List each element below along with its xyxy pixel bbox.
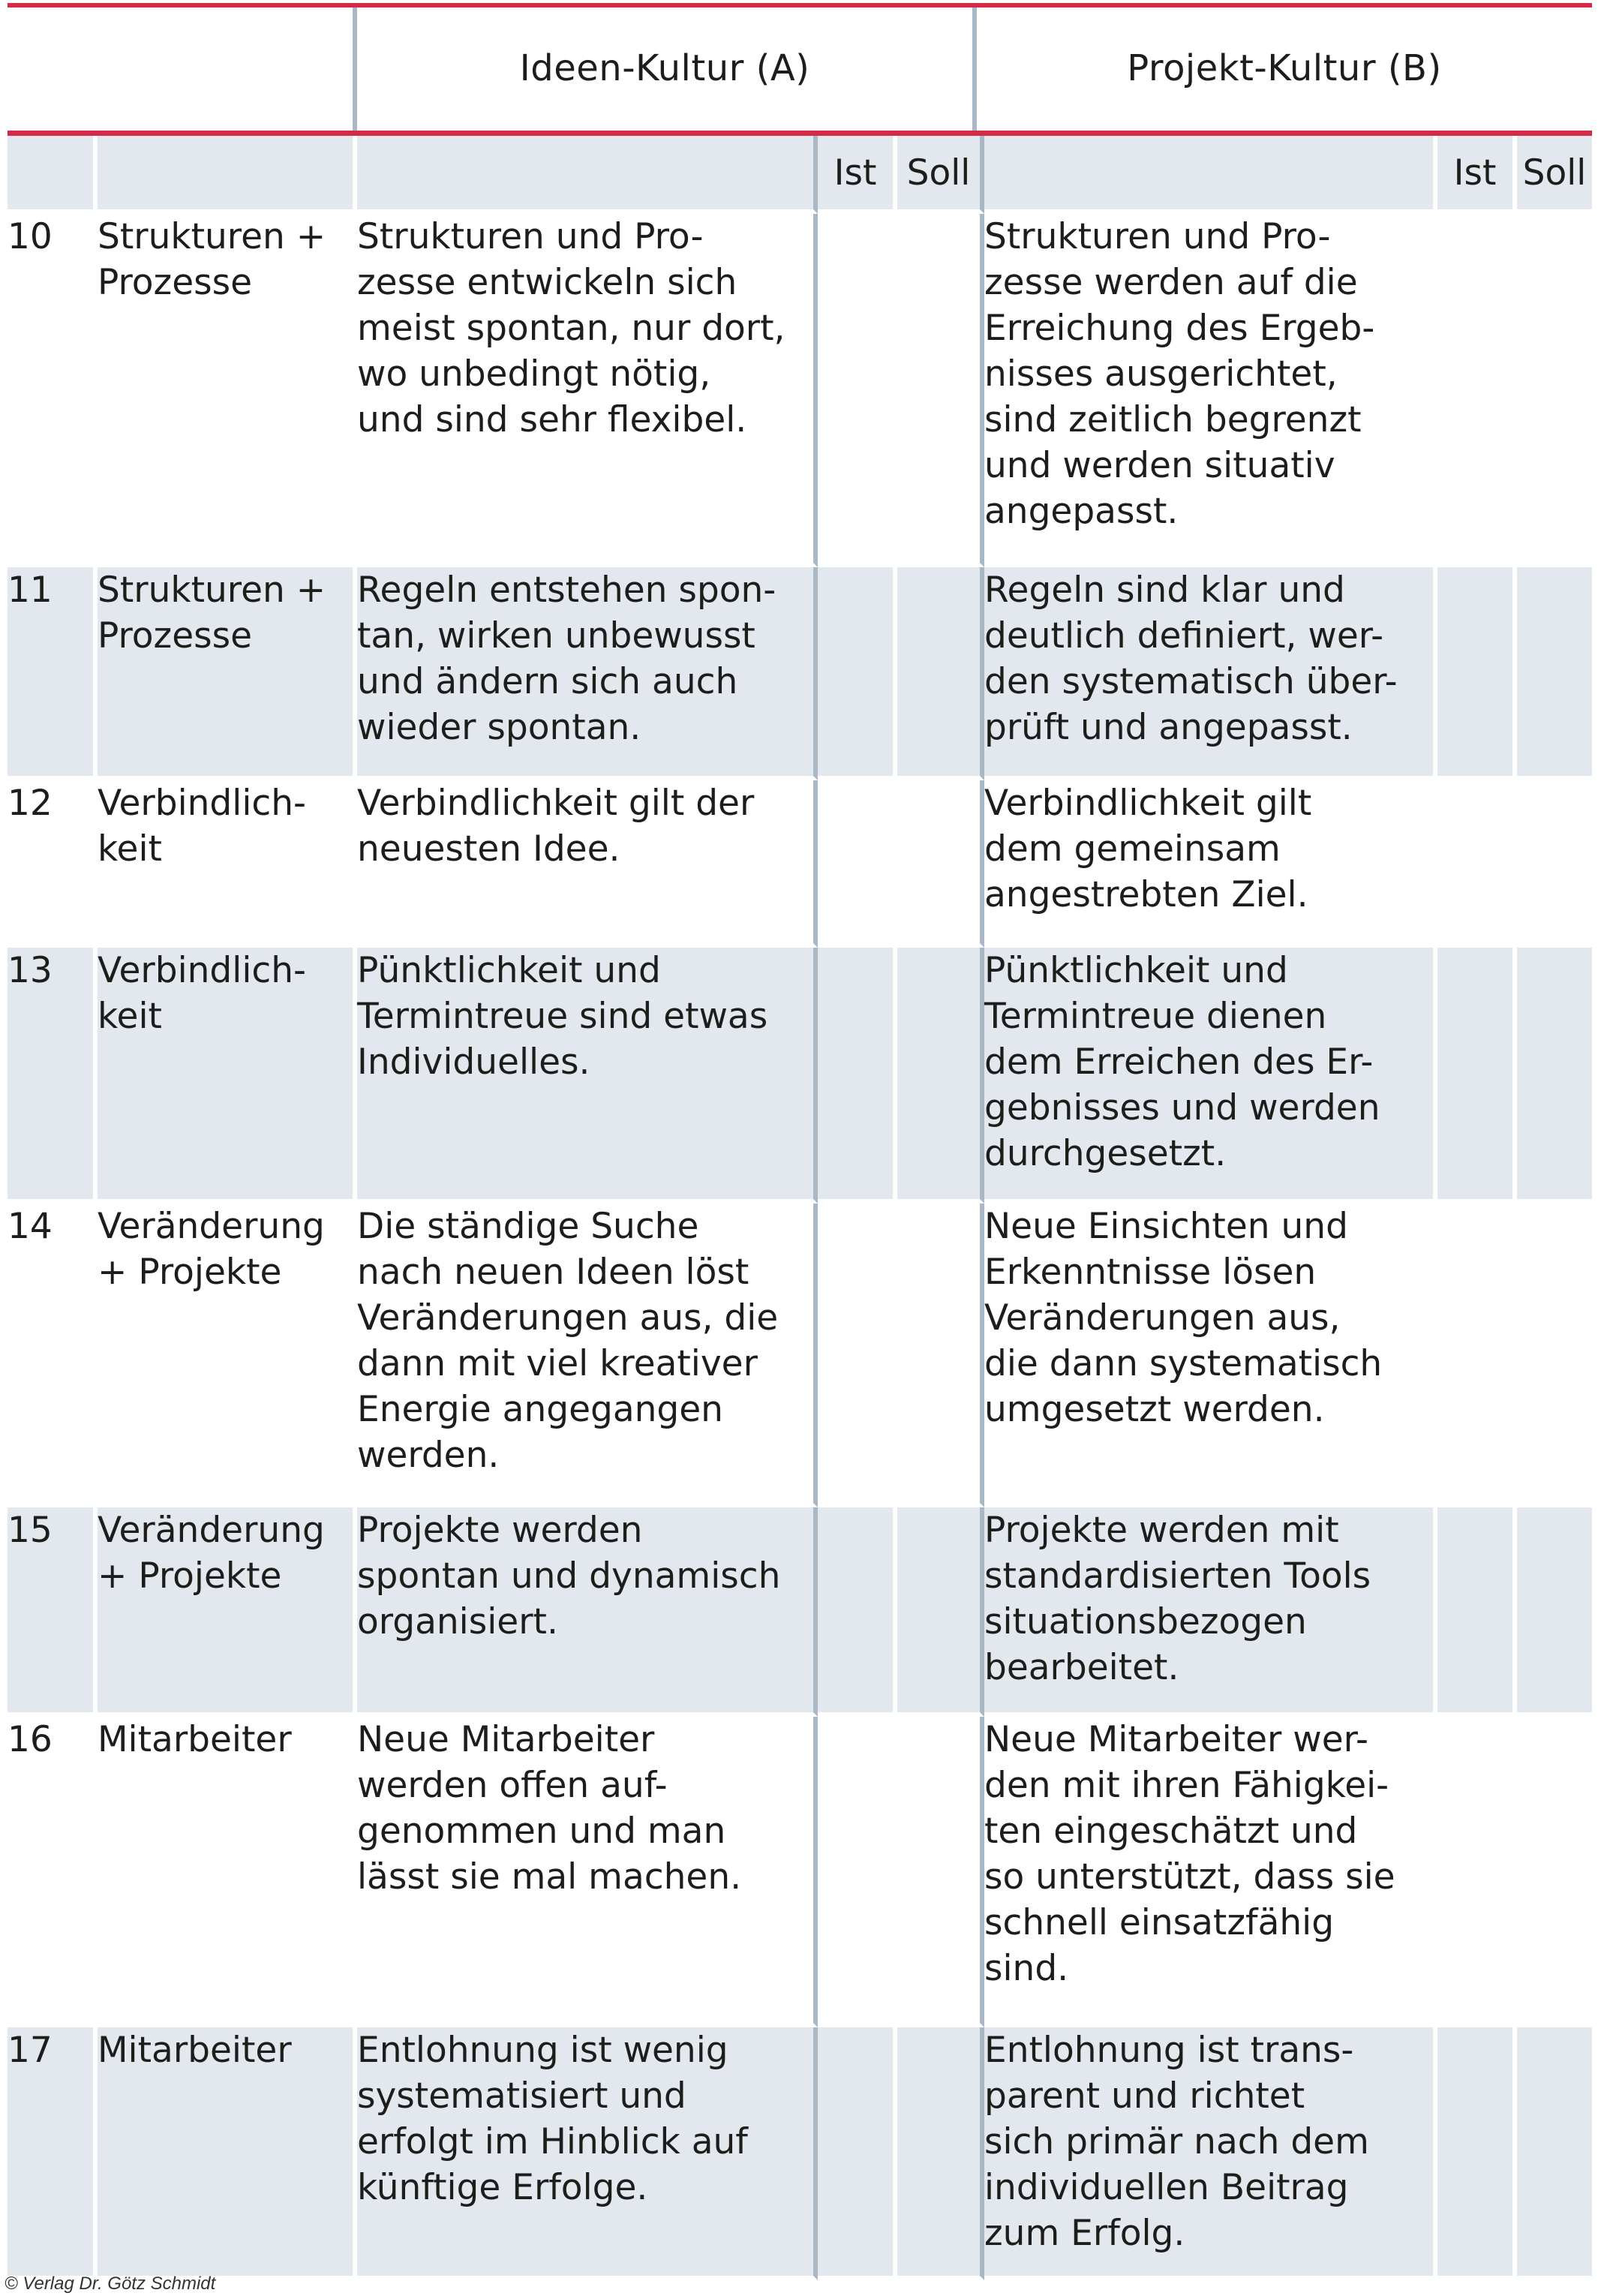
ist-rating-cell-a[interactable] bbox=[818, 567, 897, 780]
ideen-kultur-statement-line: Regeln entstehen spon- bbox=[357, 569, 776, 611]
projekt-kultur-statement-line: die dann systematisch bbox=[984, 1343, 1383, 1384]
soll-rating-cell-b[interactable] bbox=[1517, 948, 1592, 1204]
row-number bbox=[8, 2027, 98, 2280]
soll-rating-cell-b[interactable] bbox=[1517, 1717, 1592, 2027]
row-topic-line: + Projekte bbox=[98, 1252, 282, 1293]
projekt-kultur-statement-line: ten eingeschätzt und bbox=[984, 1811, 1358, 1852]
ideen-kultur-statement-line: und sind sehr flexibel. bbox=[357, 399, 747, 440]
projekt-kultur-statement-line: den systematisch über- bbox=[984, 661, 1398, 702]
ideen-kultur-statement-line: Entlohnung ist wenig bbox=[357, 2030, 728, 2071]
projekt-kultur-statement-line: Verbindlichkeit gilt bbox=[984, 783, 1312, 824]
column-header-ideen-kultur: Ideen-Kultur (A) bbox=[519, 47, 810, 89]
row-topic-line: Verbindlich- bbox=[98, 783, 306, 824]
row-number-line: 17 bbox=[8, 2030, 53, 2071]
ideen-kultur-statement-line: Pünktlichkeit und bbox=[357, 950, 661, 991]
row-topic-line: keit bbox=[98, 828, 162, 870]
ist-soll-header-row bbox=[8, 136, 1592, 214]
row-number-line: 11 bbox=[8, 569, 53, 611]
table-row bbox=[8, 780, 1592, 948]
projekt-kultur-statement bbox=[984, 2027, 1437, 2280]
projekt-kultur-statement-line: sich primär nach dem bbox=[984, 2121, 1369, 2162]
ideen-kultur-statement-line: meist spontan, nur dort, bbox=[357, 308, 785, 349]
projekt-kultur-statement-line: Erkenntnisse lösen bbox=[984, 1252, 1317, 1293]
projekt-kultur-statement-line: Neue Mitarbeiter wer- bbox=[984, 1719, 1368, 1760]
header-empty-cell bbox=[984, 136, 1437, 214]
projekt-kultur-statement-line: durchgesetzt. bbox=[984, 1133, 1227, 1174]
projekt-kultur-statement-line: prüft und angepasst. bbox=[984, 707, 1353, 748]
row-number-line: 14 bbox=[8, 1206, 53, 1247]
ideen-kultur-statement bbox=[357, 567, 818, 780]
ideen-kultur-statement-line: Individuelles. bbox=[357, 1041, 590, 1083]
projekt-kultur-statement-line: sind. bbox=[984, 1948, 1069, 1989]
table-row bbox=[8, 948, 1592, 1204]
ist-rating-cell-a[interactable] bbox=[818, 948, 897, 1204]
ideen-kultur-statement-line: zesse entwickeln sich bbox=[357, 262, 737, 303]
ist-rating-cell-b[interactable] bbox=[1437, 2027, 1517, 2280]
soll-rating-cell-b[interactable] bbox=[1517, 1204, 1592, 1507]
row-number bbox=[8, 780, 98, 948]
ideen-kultur-statement bbox=[357, 1204, 818, 1507]
ideen-kultur-statement-line: werden offen auf- bbox=[357, 1765, 668, 1806]
row-number bbox=[8, 1717, 98, 2027]
table-row bbox=[8, 1204, 1592, 1507]
row-number-line: 15 bbox=[8, 1510, 53, 1551]
row-topic-line: Strukturen + bbox=[98, 569, 326, 611]
table-row bbox=[8, 567, 1592, 780]
ist-rating-cell-a[interactable] bbox=[818, 1204, 897, 1507]
ist-rating-cell-b[interactable] bbox=[1437, 1507, 1517, 1717]
soll-rating-cell-a[interactable] bbox=[897, 2027, 984, 2280]
projekt-kultur-statement-line: individuellen Beitrag bbox=[984, 2167, 1349, 2208]
ideen-kultur-statement bbox=[357, 2027, 818, 2280]
ideen-kultur-statement-line: werden. bbox=[357, 1435, 500, 1476]
column-header-projekt-kultur: Projekt-Kultur (B) bbox=[1127, 47, 1442, 89]
projekt-kultur-statement bbox=[984, 948, 1437, 1204]
header-empty-cell bbox=[8, 136, 98, 214]
projekt-kultur-statement-line: nisses ausgerichtet, bbox=[984, 353, 1338, 395]
ist-rating-cell-a[interactable] bbox=[818, 214, 897, 567]
header-empty-cell bbox=[357, 136, 818, 214]
ideen-kultur-statement-line: wieder spontan. bbox=[357, 707, 641, 748]
row-topic-line: Mitarbeiter bbox=[98, 1719, 292, 1760]
projekt-kultur-statement bbox=[984, 1204, 1437, 1507]
table-row bbox=[8, 214, 1592, 567]
row-number-line: 10 bbox=[8, 216, 53, 257]
projekt-kultur-statement-line: Erreichung des Ergeb- bbox=[984, 308, 1375, 349]
row-topic-line: keit bbox=[98, 996, 162, 1037]
projekt-kultur-statement-line: Strukturen und Pro- bbox=[984, 216, 1331, 257]
projekt-kultur-statement-line: dem Erreichen des Er- bbox=[984, 1041, 1374, 1083]
ideen-kultur-statement-line: Neue Mitarbeiter bbox=[357, 1719, 655, 1760]
ideen-kultur-statement-line: erfolgt im Hinblick auf bbox=[357, 2121, 748, 2162]
projekt-kultur-statement-line: Pünktlichkeit und bbox=[984, 950, 1288, 991]
projekt-kultur-statement-line: Veränderungen aus, bbox=[984, 1297, 1341, 1339]
ideen-kultur-statement-line: genommen und man bbox=[357, 1811, 726, 1852]
ist-rating-cell-a[interactable] bbox=[818, 780, 897, 948]
ist-label-b: Ist bbox=[1437, 136, 1517, 214]
culture-comparison-table bbox=[8, 136, 1592, 2280]
ist-rating-cell-b[interactable] bbox=[1437, 780, 1517, 948]
soll-label-b: Soll bbox=[1517, 136, 1592, 214]
projekt-kultur-statement-line: sind zeitlich begrenzt bbox=[984, 399, 1362, 440]
row-topic bbox=[98, 948, 357, 1204]
ideen-kultur-statement-line: nach neuen Ideen löst bbox=[357, 1252, 749, 1293]
ist-rating-cell-a[interactable] bbox=[818, 1717, 897, 2027]
soll-rating-cell-a[interactable] bbox=[897, 948, 984, 1204]
row-number-line: 16 bbox=[8, 1719, 53, 1760]
ideen-kultur-statement bbox=[357, 214, 818, 567]
ideen-kultur-statement-line: Veränderungen aus, die bbox=[357, 1297, 779, 1339]
row-number-line: 13 bbox=[8, 950, 53, 991]
projekt-kultur-statement-line: Regeln sind klar und bbox=[984, 569, 1345, 611]
ideen-kultur-statement-line: und ändern sich auch bbox=[357, 661, 738, 702]
ist-rating-cell-b[interactable] bbox=[1437, 948, 1517, 1204]
soll-rating-cell-b[interactable] bbox=[1517, 214, 1592, 567]
projekt-kultur-statement bbox=[984, 1507, 1437, 1717]
soll-rating-cell-a[interactable] bbox=[897, 567, 984, 780]
projekt-kultur-statement-line: Termintreue dienen bbox=[984, 996, 1327, 1037]
row-number bbox=[8, 214, 98, 567]
row-topic-line: Verbindlich- bbox=[98, 950, 306, 991]
row-topic-line: + Projekte bbox=[98, 1555, 282, 1597]
soll-rating-cell-b[interactable] bbox=[1517, 780, 1592, 948]
soll-rating-cell-b[interactable] bbox=[1517, 567, 1592, 780]
row-topic-line: Veränderung bbox=[98, 1206, 325, 1247]
ideen-kultur-statement-line: künftige Erfolge. bbox=[357, 2167, 648, 2208]
projekt-kultur-statement-line: Projekte werden mit bbox=[984, 1510, 1339, 1551]
ideen-kultur-statement-line: organisiert. bbox=[357, 1601, 558, 1642]
ideen-kultur-statement-line: neuesten Idee. bbox=[357, 828, 620, 870]
ideen-kultur-statement-line: Die ständige Suche bbox=[357, 1206, 699, 1247]
projekt-kultur-statement-line: bearbeitet. bbox=[984, 1647, 1179, 1688]
projekt-kultur-statement-line: angestrebten Ziel. bbox=[984, 874, 1308, 915]
projekt-kultur-statement-line: standardisierten Tools bbox=[984, 1555, 1371, 1597]
projekt-kultur-statement-line: Neue Einsichten und bbox=[984, 1206, 1348, 1247]
ideen-kultur-statement-line: spontan und dynamisch bbox=[357, 1555, 781, 1597]
projekt-kultur-statement-line: schnell einsatzfähig bbox=[984, 1902, 1335, 1943]
ideen-kultur-statement-line: dann mit viel kreativer bbox=[357, 1343, 758, 1384]
row-topic bbox=[98, 214, 357, 567]
row-topic-line: Strukturen + bbox=[98, 216, 326, 257]
row-topic-line: Prozesse bbox=[98, 615, 253, 657]
ist-rating-cell-b[interactable] bbox=[1437, 1204, 1517, 1507]
row-topic bbox=[98, 567, 357, 780]
row-number bbox=[8, 1507, 98, 1717]
ideen-kultur-statement-line: Projekte werden bbox=[357, 1510, 643, 1551]
projekt-kultur-statement-line: situationsbezogen bbox=[984, 1601, 1307, 1642]
row-topic bbox=[98, 1204, 357, 1507]
ideen-kultur-statement-line: systematisiert und bbox=[357, 2075, 686, 2117]
projekt-kultur-statement-line: so unterstützt, dass sie bbox=[984, 1856, 1395, 1898]
table-row bbox=[8, 1717, 1592, 2027]
ideen-kultur-statement bbox=[357, 948, 818, 1204]
projekt-kultur-statement-line: den mit ihren Fähigkei- bbox=[984, 1765, 1389, 1806]
soll-rating-cell-a[interactable] bbox=[897, 1717, 984, 2027]
projekt-kultur-statement-line: angepasst. bbox=[984, 491, 1179, 532]
table-row bbox=[8, 2027, 1592, 2280]
row-topic-line: Mitarbeiter bbox=[98, 2030, 292, 2071]
header-accent-rule bbox=[8, 131, 1592, 136]
soll-rating-cell-a[interactable] bbox=[897, 1204, 984, 1507]
ideen-kultur-statement-line: lässt sie mal machen. bbox=[357, 1856, 742, 1898]
top-accent-rule bbox=[8, 3, 1592, 8]
projekt-kultur-statement-line: parent und richtet bbox=[984, 2075, 1305, 2117]
ideen-kultur-statement-line: Strukturen und Pro- bbox=[357, 216, 704, 257]
ideen-kultur-statement-line: Verbindlichkeit gilt der bbox=[357, 783, 755, 824]
row-number bbox=[8, 948, 98, 1204]
row-topic bbox=[98, 1717, 357, 2027]
row-number bbox=[8, 567, 98, 780]
soll-rating-cell-b[interactable] bbox=[1517, 2027, 1592, 2280]
projekt-kultur-statement-line: gebnisses und werden bbox=[984, 1087, 1380, 1128]
projekt-kultur-statement-line: dem gemeinsam bbox=[984, 828, 1281, 870]
header-empty-cell bbox=[98, 136, 357, 214]
ist-rating-cell-b[interactable] bbox=[1437, 214, 1517, 567]
row-number-line: 12 bbox=[8, 783, 53, 824]
projekt-kultur-statement-line: zesse werden auf die bbox=[984, 262, 1358, 303]
projekt-kultur-statement bbox=[984, 780, 1437, 948]
ist-rating-cell-b[interactable] bbox=[1437, 567, 1517, 780]
row-topic bbox=[98, 780, 357, 948]
ist-label-a: Ist bbox=[818, 136, 897, 214]
row-topic bbox=[98, 1507, 357, 1717]
ideen-kultur-statement bbox=[357, 1507, 818, 1717]
ideen-kultur-statement bbox=[357, 780, 818, 948]
ideen-kultur-statement-line: tan, wirken unbewusst bbox=[357, 615, 755, 657]
row-topic bbox=[98, 2027, 357, 2280]
row-topic-line: Prozesse bbox=[98, 262, 253, 303]
ist-rating-cell-a[interactable] bbox=[818, 1507, 897, 1717]
soll-rating-cell-b[interactable] bbox=[1517, 1507, 1592, 1717]
ist-rating-cell-a[interactable] bbox=[818, 2027, 897, 2280]
table-row bbox=[8, 1507, 1592, 1717]
projekt-kultur-statement bbox=[984, 1717, 1437, 2027]
projekt-kultur-statement bbox=[984, 567, 1437, 780]
ideen-kultur-statement bbox=[357, 1717, 818, 2027]
row-topic-line: Veränderung bbox=[98, 1510, 325, 1551]
projekt-kultur-statement-line: deutlich definiert, wer- bbox=[984, 615, 1384, 657]
projekt-kultur-statement-line: Entlohnung ist trans- bbox=[984, 2030, 1354, 2071]
soll-rating-cell-a[interactable] bbox=[897, 780, 984, 948]
row-number bbox=[8, 1204, 98, 1507]
soll-rating-cell-a[interactable] bbox=[897, 1507, 984, 1717]
projekt-kultur-statement bbox=[984, 214, 1437, 567]
ist-rating-cell-b[interactable] bbox=[1437, 1717, 1517, 2027]
soll-rating-cell-a[interactable] bbox=[897, 214, 984, 567]
ideen-kultur-statement-line: Energie angegangen bbox=[357, 1389, 723, 1430]
projekt-kultur-statement-line: zum Erfolg. bbox=[984, 2213, 1185, 2254]
ideen-kultur-statement-line: wo unbedingt nötig, bbox=[357, 353, 711, 395]
projekt-kultur-statement-line: umgesetzt werden. bbox=[984, 1389, 1325, 1430]
projekt-kultur-statement-line: und werden situativ bbox=[984, 445, 1335, 486]
ideen-kultur-statement-line: Termintreue sind etwas bbox=[357, 996, 768, 1037]
copyright-footer: © Verlag Dr. Götz Schmidt bbox=[5, 2273, 216, 2294]
soll-label-a: Soll bbox=[897, 136, 984, 214]
